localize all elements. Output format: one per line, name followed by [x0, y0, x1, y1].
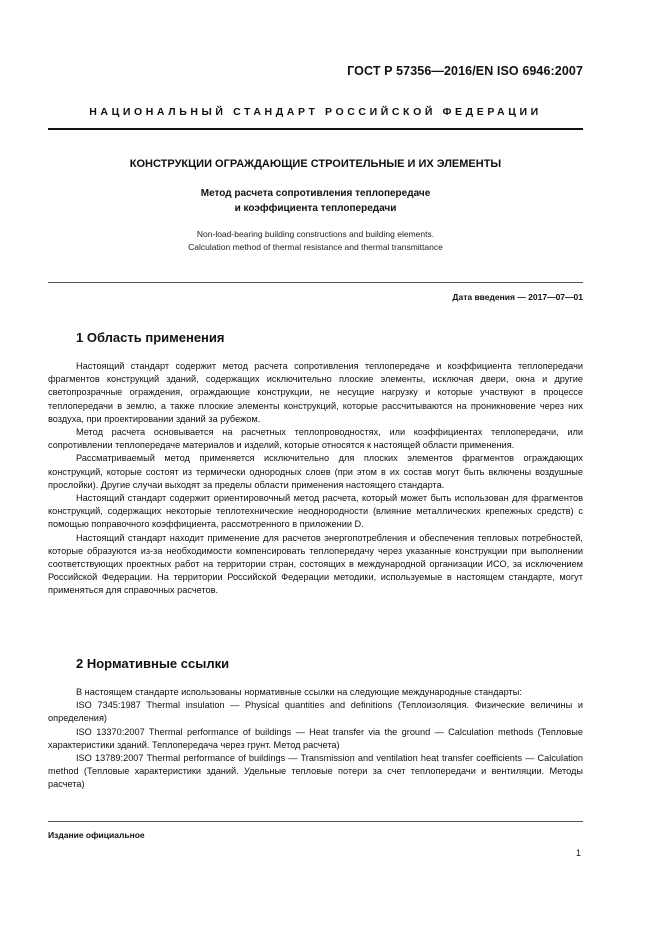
english-title-line-1: Non-load-bearing building constructions and building elements.: [196, 229, 435, 239]
reference-item: ISO 13370:2007 Thermal performance of buildings — Heat transfer via the ground — Calculation methods (Тепловые характеристики зданий. Теплопередача через грунт. Метод расчета): [48, 726, 583, 750]
official-edition-label: Издание официальное: [48, 830, 145, 840]
introduction-date: Дата введения — 2017—07—01: [452, 292, 583, 302]
english-title-line-2: Calculation method of thermal resistance and thermal transmittance: [188, 242, 443, 252]
document-code: ГОСТ Р 57356—2016/EN ISO 6946:2007: [347, 64, 583, 78]
reference-item: ISO 13789:2007 Thermal performance of buildings — Transmission and ventilation heat transfer coefficients — Calculation method (Тепловые характеристики зданий. Удельные тепловые потери за счет теплопередачи и вентиляции. Методы расчета): [48, 753, 583, 790]
section-1-paragraph: Рассматриваемый метод применяется исключительно для плоских элементов фрагментов ограждающих конструкций, которые состоят из термически однородных слоев (при этом в их состав могут быть включены воздушные прослойки). Другие случаи выходят за пределы области применения настоящего стандарта.: [48, 453, 583, 490]
section-1-paragraph: Метод расчета основывается на расчетных теплопроводностях, или коэффициентах теплопередачи, или сопротивлении теплопередаче материалов и изделий, которые относятся к настоящей области применения.: [48, 427, 583, 451]
page-number: 1: [575, 848, 581, 858]
sub-title-line-2: и коэффициента теплопередачи: [234, 203, 397, 214]
section-1-heading: 1 Область применения: [76, 330, 225, 345]
sub-title-line-1: Метод расчета сопротивления теплопередаче: [200, 188, 431, 199]
english-title: [48, 228, 583, 254]
section-1-body: [48, 360, 583, 598]
main-title: КОНСТРУКЦИИ ОГРАЖДАЮЩИЕ СТРОИТЕЛЬНЫЕ И ИХ ЭЛЕМЕНТЫ: [129, 158, 502, 170]
reference-item: ISO 7345:1987 Thermal insulation — Physical quantities and definitions (Теплоизоляция. Физические величины и определения): [48, 700, 583, 724]
section-2-intro: В настоящем стандарте использованы нормативные ссылки на следующие международные стандарты:: [76, 687, 522, 697]
title-rule: [48, 282, 583, 283]
section-1-paragraph: Настоящий стандарт находит применение для расчетов энергопотребления и обеспечения тепловых потребностей, которые образуются из-за необходимости компенсировать теплопередачу через указанные конструкции при выполнении соответствующих проектных работ на территории стран, состоящих в международной организации ИСО, за исключением Российской Федерации. На территории Российской Федерации методики, используемые в настоящем стандарте, могут применяться для справочных расчетов.: [48, 532, 583, 596]
section-1-paragraph: Настоящий стандарт содержит ориентировочный метод расчета, который может быть использован для фрагментов конструкций, содержащих некоторые теплотехнические неоднородности (влияние металлических крепежных средств) с помощью поправочного коэффициента, рассмотренного в приложении D.: [48, 493, 583, 530]
national-standard-banner: НАЦИОНАЛЬНЫЙ СТАНДАРТ РОССИЙСКОЙ ФЕДЕРАЦИИ: [89, 106, 542, 118]
section-2-body: [48, 686, 583, 792]
footer-rule: [48, 821, 583, 822]
section-1-paragraph: Настоящий стандарт содержит метод расчета сопротивления теплопередаче и коэффициента теплопередачи фрагментов конструкций зданий, содержащих исключительно плоские элементы, исключая двери, окна и другие светопрозрачные ограждения, ограждающие конструкции, не несущие нагрузку и которые участвуют в процессе теплопередачи в землю, а также плоские элементы конструкций, которые рассчитываются на проникновение через них воздуха, при проектировании зданий за рубежом.: [48, 361, 583, 424]
section-2-heading: 2 Нормативные ссылки: [76, 656, 230, 671]
header-rule: [48, 128, 583, 130]
sub-title: [48, 186, 583, 216]
